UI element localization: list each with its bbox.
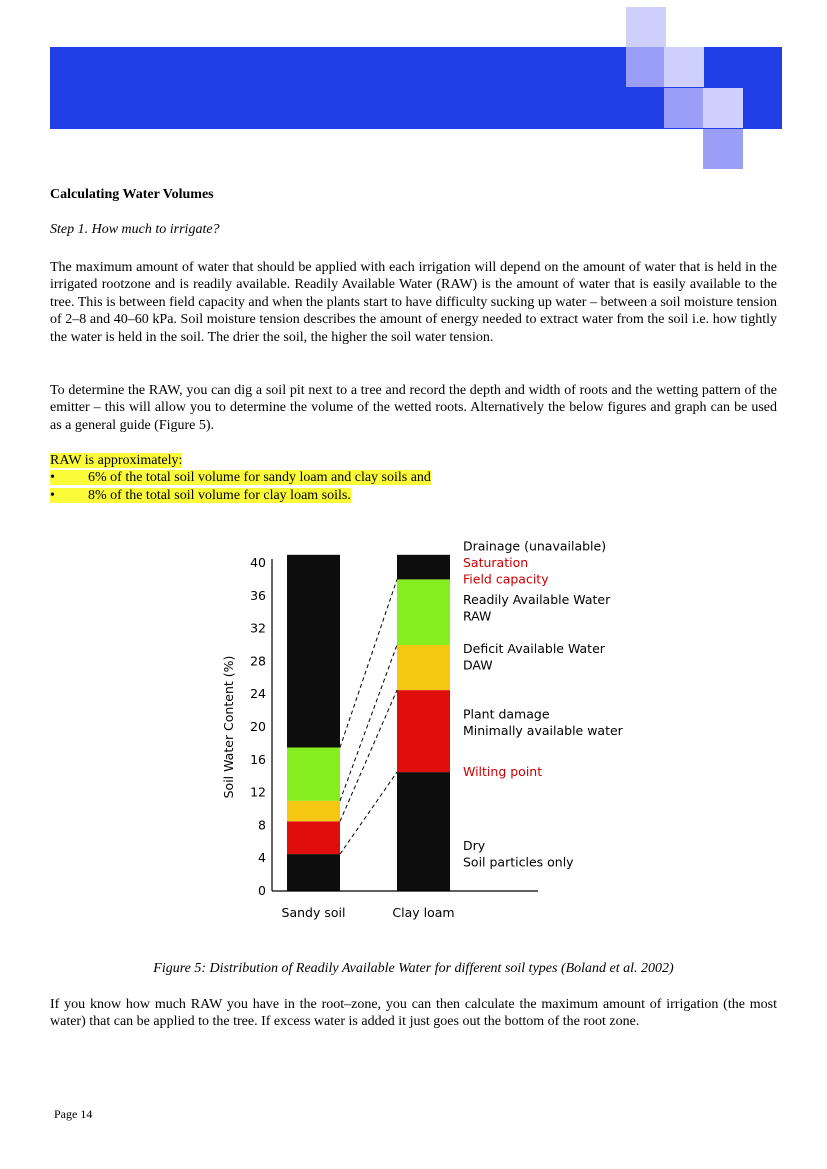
connector-line	[340, 645, 397, 801]
bar-segment	[397, 555, 450, 580]
annotation-label: Readily Available Water	[463, 591, 611, 607]
annotation-label: Minimally available water	[463, 723, 623, 739]
y-tick-label: 8	[258, 817, 266, 833]
section-title: Calculating Water Volumes	[50, 187, 214, 202]
y-tick-label: 16	[250, 751, 266, 767]
annotation-label: Field capacity	[463, 571, 549, 587]
bar-segment	[397, 772, 450, 891]
paragraph-determine-raw: To determine the RAW, you can dig a soil pit next to a tree and record the depth and width of roots and the wetting pattern of the emitter – this will allow you to determine the volume of the wetted roots. Alternatively the below figures and graph can be used as a general guide (Figure 5).	[50, 383, 777, 433]
annotation-label: Drainage (unavailable)	[463, 538, 607, 554]
y-tick-label: 12	[250, 784, 266, 800]
connector-line	[340, 690, 397, 821]
annotation-label: Soil particles only	[463, 854, 574, 870]
y-tick-label: 32	[250, 620, 266, 636]
y-tick-label: 20	[250, 719, 266, 734]
bullet-icon: •	[50, 470, 55, 485]
y-tick-label: 24	[250, 686, 266, 702]
raw-intro	[50, 452, 182, 469]
header-square	[742, 47, 782, 87]
y-tick-label: 4	[258, 850, 266, 866]
annotation-label: DAW	[463, 657, 493, 673]
bar-segment	[287, 801, 340, 822]
list-item	[50, 469, 431, 486]
bar-segment	[397, 690, 450, 772]
paragraph-raw-definition: The maximum amount of water that should be applied with each irrigation will depend on the amount of water that is held in the irrigated rootzone and is readily available. Readily Available Water (RAW) is the amount of water that is easily available to the tree. This is between field capacity and when the plants start to have difficulty sucking up water – between a soil moisture tension of 2–8 and 40–60 kPa. Soil moisture tension describes the amount of energy needed to extract water from the soil i.e. how tightly the water is held in the soil. The drier the soil, the higher the soil water tension.	[50, 260, 777, 345]
bullet-text: 6% of the total soil volume for sandy loam and clay soils and	[88, 470, 431, 485]
bar-segment	[287, 821, 340, 854]
bar-segment	[287, 748, 340, 801]
header-square	[703, 129, 743, 169]
y-tick-label: 0	[258, 883, 266, 898]
annotation-label: Plant damage	[463, 706, 550, 722]
bullet-text: 8% of the total soil volume for clay loam soils.	[88, 488, 351, 503]
header-square	[703, 88, 743, 128]
soil-water-chart	[200, 535, 640, 925]
bar-segment	[397, 645, 450, 690]
y-tick-label: 40	[250, 555, 266, 570]
connector-line	[340, 579, 397, 747]
raw-intro-text: RAW is approximately:	[50, 453, 183, 468]
x-tick-label: Sandy soil	[281, 905, 346, 920]
bar-segment	[287, 854, 340, 891]
figure-soil-water	[200, 535, 640, 925]
annotation-label: Saturation	[463, 555, 529, 570]
paragraph-max-irrigation: If you know how much RAW you have in the root–zone, you can then calculate the maximum amount of irrigation (the most water) that can be applied to the tree. If excess water is added it just goes out the bottom of the root zone.	[50, 997, 777, 1030]
step-heading: Step 1. How much to irrigate?	[50, 222, 220, 237]
y-tick-label: 36	[250, 587, 266, 603]
annotation-label: Dry	[463, 837, 486, 853]
y-axis-label: Soil Water Content (%)	[221, 655, 236, 799]
page-number: Page 14	[54, 1107, 93, 1121]
x-tick-label: Clay loam	[392, 905, 455, 920]
connector-line	[340, 772, 397, 854]
header-square	[664, 47, 704, 87]
bar-segment	[287, 555, 340, 748]
header-square	[626, 47, 666, 87]
header-square	[664, 88, 704, 128]
annotation-label: Deficit Available Water	[463, 641, 605, 657]
bar-segment	[397, 579, 450, 645]
list-item	[50, 487, 351, 504]
annotation-label: Wilting point	[463, 764, 543, 780]
header-square	[626, 7, 666, 47]
y-tick-label: 28	[250, 653, 266, 669]
annotation-label: RAW	[463, 608, 492, 624]
bullet-icon: •	[50, 488, 55, 503]
figure-caption: Figure 5: Distribution of Readily Available Water for different soil types (Boland et al. 2002)	[153, 961, 674, 976]
